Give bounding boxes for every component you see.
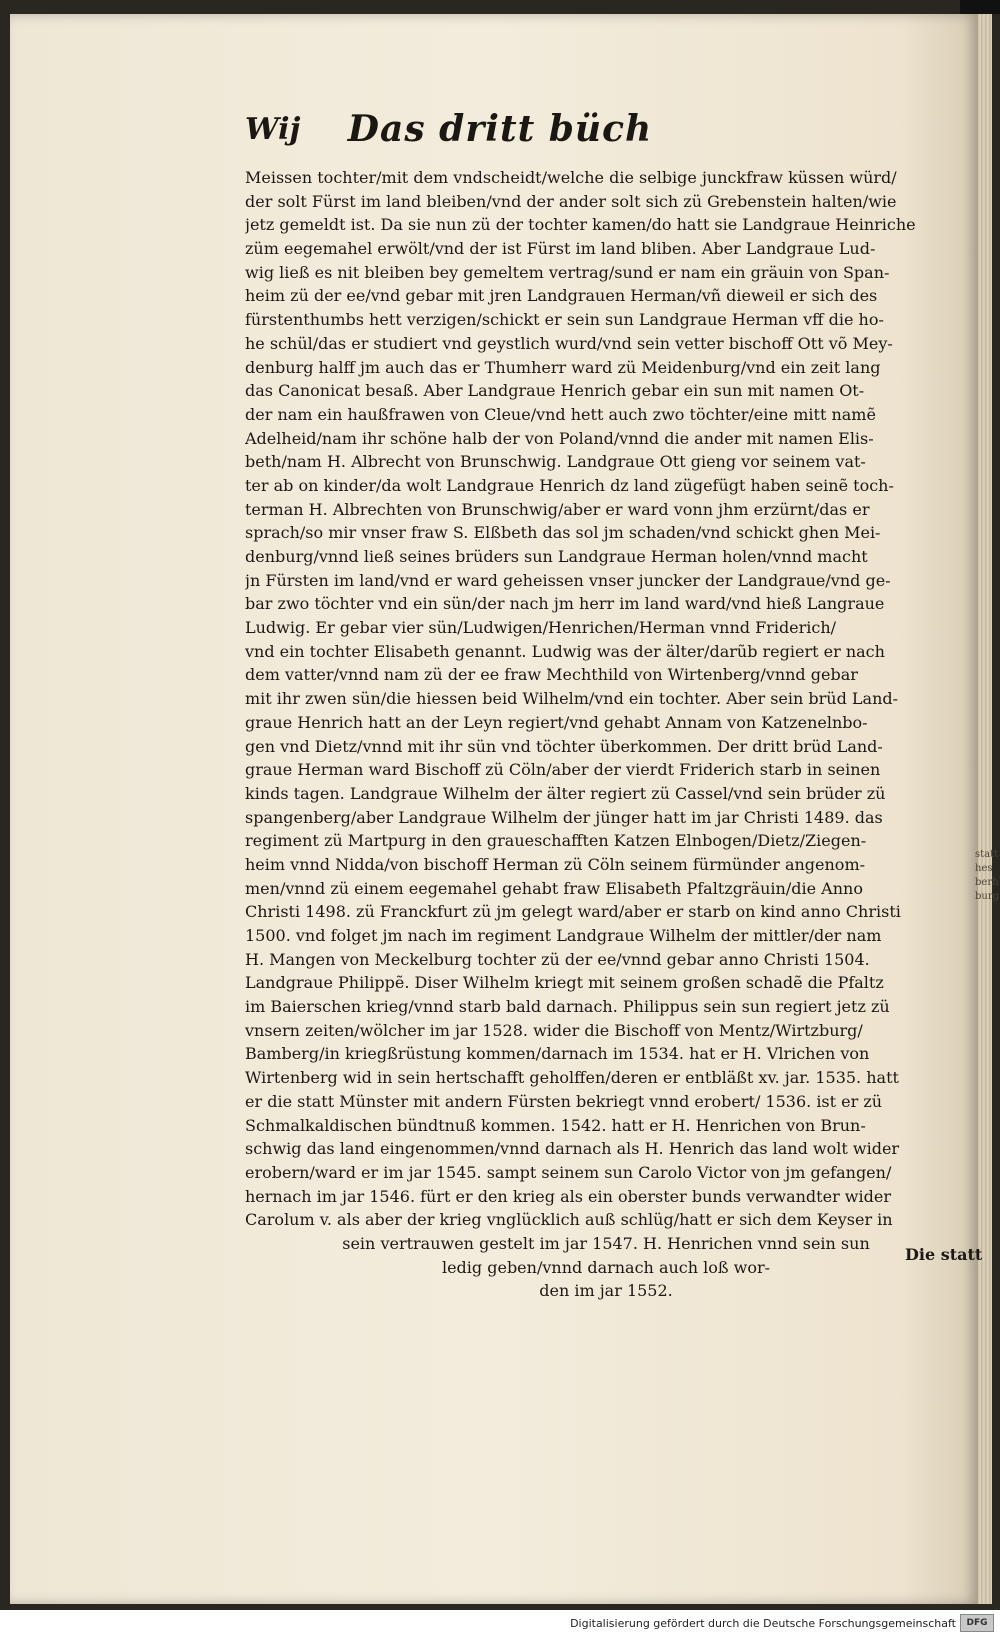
text-line: im Baierschen krieg/vnnd starb bald darnach. Philippus sein sun regiert jetz zü [245,997,890,1017]
text-line: graue Henrich hatt an der Leyn regiert/vnd gehabt Annam von Katzenelnbo- [245,712,868,732]
text-line: der nam ein haußfrawen von Cleue/vnd hett auch zwo töchter/eine mitt namẽ [245,404,876,424]
text-line: fürstenthumbs hett verzigen/schickt er sein sun Landgraue Herman vff die ho- [245,310,884,330]
running-header: Das dritt büch [347,108,653,150]
text-line: Meissen tochter/mit dem vndscheidt/welche die selbige junckfraw küssen würd/ [245,168,897,187]
text-line: heim zü der ee/vnd gebar mit jren Landgrauen Herman/vñ dieweil er sich des [245,286,878,306]
scan-corner [960,0,1000,14]
text-line-ending: sein vertrauwen gestelt im jar 1547. H. Henrichen vnnd sein sun [342,1233,870,1253]
text-line: er die statt Münster mit andern Fürsten bekriegt vnnd erobert/ 1536. ist er zü [245,1091,883,1111]
text-line: Adelheid/nam ihr schöne halb der von Poland/vnnd die ander mit namen Elis- [245,428,874,448]
text-line: Ludwig. Er gebar vier sün/Ludwigen/Henrichen/Herman vnnd Friderich/ [245,618,837,638]
text-line: H. Mangen von Meckelburg tochter zü der ee/vnnd gebar anno Christi 1504. [245,949,870,969]
dfg-logo: DFG [960,1614,994,1632]
funding-notice: Digitalisierung gefördert durch die Deutsche Forschungsgemeinschaft [570,1617,956,1630]
text-line: spangenberg/aber Landgraue Wilhelm der jünger hatt im jar Christi 1489. das [245,807,883,827]
text-line: vnd ein tochter Elisabeth genannt. Ludwig was der älter/darũb regiert er nach [245,641,885,661]
text-line: Wirtenberg wid in sein hertschafft geholffen/deren er entbläßt xv. jar. 1535. hatt [245,1068,899,1088]
text-line: schwig das land eingenommen/vnnd darnach als H. Henrich das land wolt wider [245,1139,900,1159]
text-line: Carolum v. als aber der krieg vnglücklich auß schlüg/hatt er sich dem Keyser in [245,1210,893,1230]
margin-marks [975,848,1000,904]
text-line: heim vnnd Nidda/von bischoff Herman zü Cöln seinem fürmünder angenom- [245,854,866,874]
text-line: sprach/so mir vnser fraw S. Elßbeth das sol jm schaden/vnd schickt ghen Mei- [245,523,881,543]
folio-number: Wij [245,112,301,147]
margin-mark: statt [975,849,999,860]
text-line: wig ließ es nit bleiben bey gemeltem vertrag/sund er nam ein gräuin von Span- [245,262,890,282]
body-text [245,166,967,1303]
margin-mark: burg [975,891,1000,902]
text-line: denburg halff jm auch das er Thumherr ward zü Meidenburg/vnd ein zeit lang [245,357,881,377]
margin-mark: hes [975,863,993,874]
catchword: Die statt [905,1245,983,1264]
text-line-ending: ledig geben/vnnd darnach auch loß wor- [441,1257,771,1277]
text-line: denburg/vnnd ließ seines brüders sun Landgraue Herman holen/vnnd macht [245,547,868,566]
text-line: graue Herman ward Bischoff zü Cöln/aber der vierdt Friderich starb in seinen [245,760,881,780]
text-line: dem vatter/vnnd nam zü der ee fraw Mechthild von Wirtenberg/vnnd gebar [245,665,858,685]
text-line: gen vnd Dietz/vnnd mit ihr sün vnd töchter überkommen. Der dritt brüd Land- [245,736,883,756]
text-line: der solt Fürst im land bleiben/vnd der ander solt sich zü Grebenstein halten/wie [245,191,897,211]
text-line-ending: den im jar 1552. [539,1281,673,1301]
text-line: kinds tagen. Landgraue Wilhelm der älter regiert zü Cassel/vnd sein brüder zü [245,783,886,803]
text-line: bar zwo töchter vnd ein sün/der nach jm herr im land ward/vnd hieß Langraue [245,594,885,614]
text-line: Landgraue Philippẽ. Diser Wilhelm kriegt mit seinem großen schadẽ die Pfaltz [245,973,884,993]
text-line: men/vnnd zü einem eegemahel gehabt fraw Elisabeth Pfaltzgräuin/die Anno [245,878,863,898]
text-line: he schül/das er studiert vnd geystlich wurd/vnd sein vetter bischoff Ott võ Mey- [245,333,893,353]
text-line: ter ab on kinder/da wolt Landgraue Henrich dz land zügefügt haben seinẽ toch- [245,475,894,495]
text-line: terman H. Albrechten von Brunschwig/aber er ward vonn jhm erzürnt/das er [245,499,870,519]
text-line: erobern/ward er im jar 1545. sampt seinem sun Carolo Victor von jm gefangen/ [245,1162,892,1182]
text-line: jn Fürsten im land/vnd er ward geheissen vnser juncker der Landgraue/vnd ge- [245,570,891,590]
text-line: 1500. vnd folget jm nach im regiment Landgraue Wilhelm der mittler/der nam [245,926,882,945]
text-line: hernach im jar 1546. fürt er den krieg als ein oberster bunds verwandter wider [245,1186,891,1206]
text-line: jetz gemeldt ist. Da sie nun zü der tochter kamen/do hatt sie Landgraue Heinriche [245,215,916,235]
text-line: das Canonicat besaß. Aber Landgraue Henrich gebar ein sun mit namen Ot- [245,381,865,401]
text-line: züm eegemahel erwölt/vnd der ist Fürst im land bliben. Aber Landgraue Lud- [245,239,876,259]
text-line: Bamberg/in kriegßrüstung kommen/darnach im 1534. hat er H. Vlrichen von [245,1044,870,1064]
text-line: beth/nam H. Albrecht von Brunschwig. Landgraue Ott gieng vor seinem vat- [245,452,866,472]
text-line: Schmalkaldischen bündtnuß kommen. 1542. hatt er H. Henrichen von Brun- [245,1115,866,1135]
text-line: vnsern zeiten/wölcher im jar 1528. wider die Bischoff von Mentz/Wirtzburg/ [245,1020,863,1040]
text-line: regiment zü Martpurg in den graueschafften Katzen Elnbogen/Dietz/Ziegen- [245,831,867,851]
text-line: mit ihr zwen sün/die hiessen beid Wilhelm/vnd ein tochter. Aber sein brüd Land- [245,689,899,709]
margin-mark: berh [975,877,999,888]
page-edge [978,14,992,1604]
text-line: Christi 1498. zü Franckfurt zü jm gelegt ward/aber er starb on kind anno Christi [245,902,901,922]
